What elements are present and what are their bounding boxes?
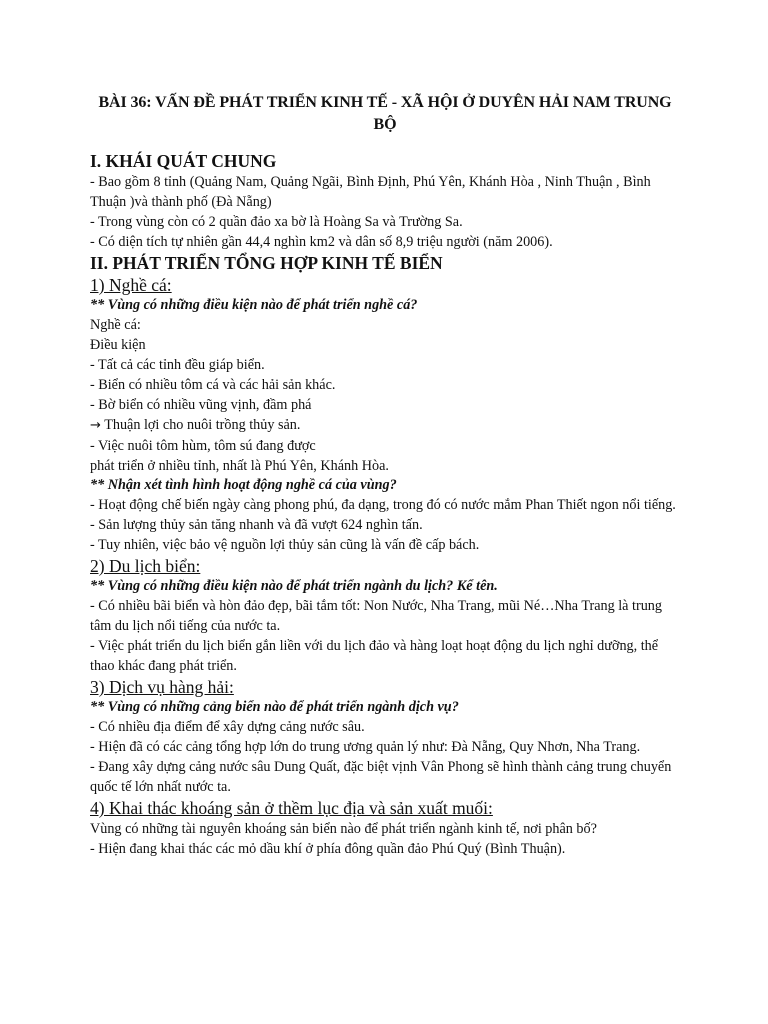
arrow-right-icon: → [90,418,101,433]
subsection-heading-maritime: 3) Dịch vụ hàng hải: [90,677,234,697]
paragraph: Nghề cá: [90,317,141,333]
paragraph: phát triển ở nhiều tỉnh, nhất là Phú Yên, Khánh Hòa. [90,458,389,474]
paragraph: Vùng có những tài nguyên khoáng sản biển nào để phát triển ngành kinh tế, nơi phân bố? [90,821,597,837]
subsection-heading-fishing: 1) Nghề cá: [90,275,172,295]
paragraph: - Tất cả các tỉnh đều giáp biển. [90,357,265,373]
paragraph: - Việc phát triển du lịch biển gắn liền với du lịch đảo và hàng loạt hoạt động du lịch nghỉ dưỡng, thể thao khác đang phát triển. [90,638,659,674]
question: ** Vùng có những cảng biển nào để phát triển ngành dịch vụ? [90,699,459,715]
paragraph: - Hiện đang khai thác các mỏ dầu khí ở phía đông quần đảo Phú Quý (Bình Thuận). [90,841,566,857]
arrow-text: Thuận lợi cho nuôi trồng thủy sản. [100,417,301,433]
section-heading-marine-economy: II. PHÁT TRIỂN TỔNG HỢP KINH TẾ BIỂN [90,253,443,273]
paragraph: - Biển có nhiều tôm cá và các hải sản khác. [90,377,336,393]
question: ** Vùng có những điều kiện nào để phát triển ngành du lịch? Kể tên. [90,578,498,594]
paragraph: - Trong vùng còn có 2 quần đảo xa bờ là Hoàng Sa và Trường Sa. [90,214,463,230]
subsection-heading-minerals: 4) Khai thác khoáng sản ở thềm lục địa và sản xuất muối: [90,798,493,818]
paragraph: - Tuy nhiên, việc bảo vệ nguồn lợi thủy sản cũng là vấn đề cấp bách. [90,537,480,553]
paragraph: Điều kiện [90,337,146,353]
question: ** Vùng có những điều kiện nào để phát triển nghề cá? [90,297,418,313]
paragraph: - Có diện tích tự nhiên gần 44,4 nghìn km2 và dân số 8,9 triệu người (năm 2006). [90,234,553,250]
paragraph: - Có nhiều bãi biển và hòn đảo đẹp, bãi tắm tốt: Non Nước, Nha Trang, mũi Né…Nha Trang là trung tâm du lịch nổi tiếng của nước ta. [90,598,662,634]
paragraph: - Có nhiều địa điểm để xây dựng cảng nước sâu. [90,719,365,735]
arrow-paragraph [90,415,680,436]
paragraph: - Sản lượng thủy sản tăng nhanh và đã vượt 624 nghìn tấn. [90,517,423,533]
page-title: BÀI 36: VẤN ĐỀ PHÁT TRIỂN KINH TẾ - XÃ HỘI Ở DUYÊN HẢI NAM TRUNG BỘ [98,94,672,133]
paragraph: - Hoạt động chế biến ngày càng phong phú, đa dạng, trong đó có nước mắm Phan Thiết ngon nổi tiếng. [90,497,676,513]
paragraph: - Việc nuôi tôm hùm, tôm sú đang được [90,438,316,454]
paragraph: - Đang xây dựng cảng nước sâu Dung Quất, đặc biệt vịnh Vân Phong sẽ hình thành cảng trung chuyển quốc tế lớn nhất nước ta. [90,759,672,795]
question: ** Nhận xét tình hình hoạt động nghề cá của vùng? [90,477,397,493]
document-page [90,92,680,859]
section-heading-overview: I. KHÁI QUÁT CHUNG [90,151,277,171]
subsection-heading-tourism: 2) Du lịch biển: [90,556,201,576]
paragraph: - Hiện đã có các cảng tổng hợp lớn do trung ương quản lý như: Đà Nẵng, Quy Nhơn, Nha Trang. [90,739,641,755]
paragraph: - Bờ biển có nhiều vũng vịnh, đầm phá [90,397,312,413]
paragraph: - Bao gồm 8 tỉnh (Quảng Nam, Quảng Ngãi, Bình Định, Phú Yên, Khánh Hòa , Ninh Thuận , Bình Thuận )và thành phố (Đà Nẵng) [90,174,651,210]
